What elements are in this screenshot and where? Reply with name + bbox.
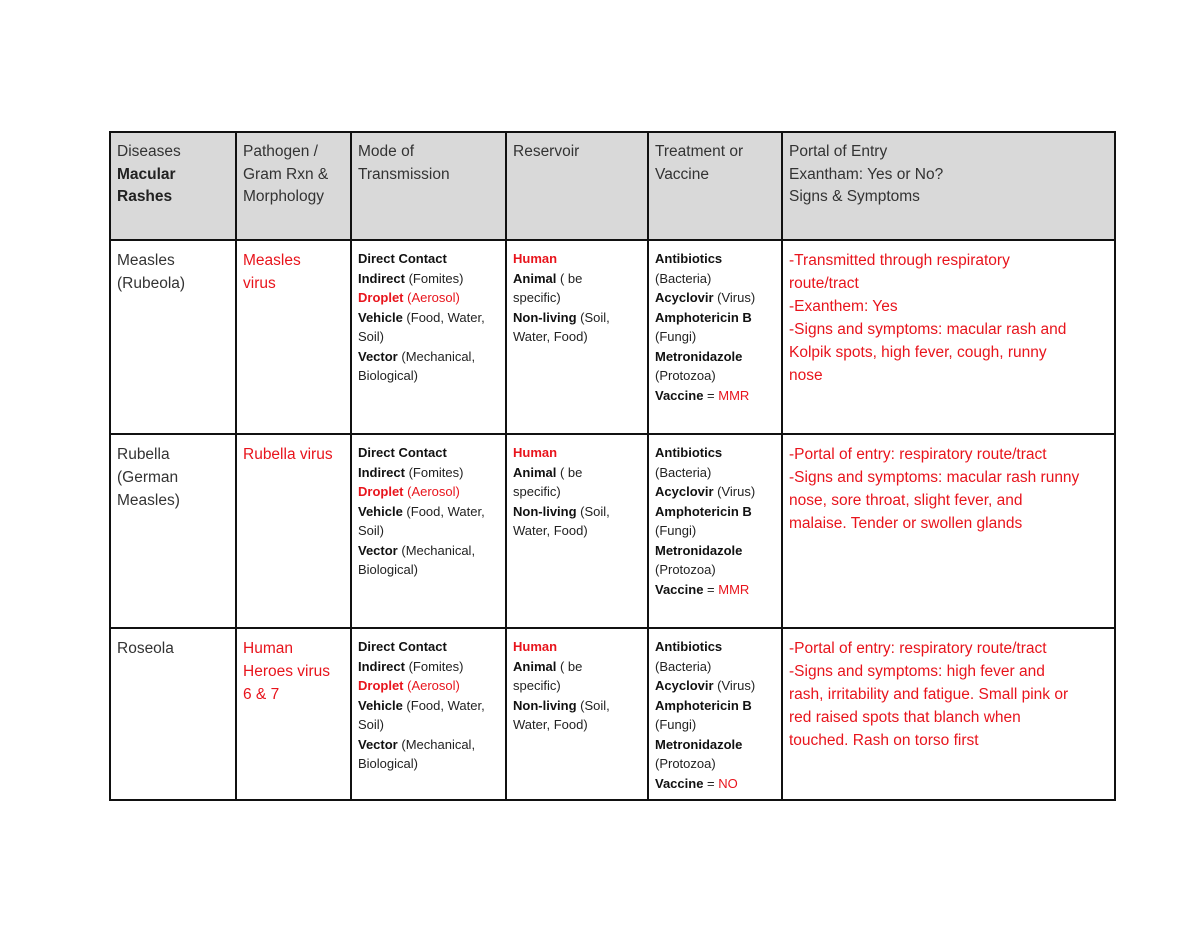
- header-rashes-label: Rashes: [117, 188, 173, 205]
- reservoir-animal-detail: ( be: [556, 464, 583, 480]
- reservoir-nonliving-detail: (Soil,: [576, 697, 610, 713]
- treatment-antibiotics: Antibiotics: [655, 445, 723, 460]
- header-mode: [351, 132, 506, 240]
- treatment-cell: [648, 628, 782, 800]
- mode-vector-detail: (Mechanical,: [397, 348, 476, 364]
- header-pathogen: [236, 132, 351, 240]
- portal-line: touched. Rash on torso first: [789, 732, 979, 749]
- treatment-antibiotics-detail: (Bacteria): [655, 270, 712, 286]
- header-pathogen-line: Pathogen /: [243, 143, 318, 160]
- portal-cell: [782, 628, 1115, 800]
- mode-droplet: Droplet: [358, 290, 404, 305]
- table-row: [110, 240, 1115, 434]
- mode-vehicle-detail: Soil): [358, 523, 385, 538]
- pathogen-cell: [236, 434, 351, 628]
- treatment-metronidazole-detail: (Protozoa): [655, 756, 716, 771]
- mode-droplet-detail: (Aerosol): [403, 484, 460, 499]
- mode-direct-contact: Direct Contact: [358, 639, 447, 654]
- disease-cell: [110, 434, 236, 628]
- treatment-metronidazole: Metronidazole: [655, 542, 743, 558]
- header-pathogen-line: Gram Rxn &: [243, 165, 329, 183]
- reservoir-cell: [506, 434, 648, 628]
- reservoir-animal-detail: ( be: [556, 658, 583, 674]
- mode-vehicle: Vehicle: [358, 309, 403, 325]
- mode-vector-detail: Biological): [358, 562, 418, 577]
- pathogen-name: Rubella virus: [243, 446, 333, 463]
- portal-line: -Exanthem: Yes: [789, 298, 898, 315]
- disease-name: Roseola: [117, 640, 174, 657]
- reservoir-animal-detail: ( be: [556, 270, 583, 286]
- reservoir-nonliving-detail: (Soil,: [576, 503, 610, 519]
- mode-vehicle-detail: Soil): [358, 717, 385, 732]
- mode-vector-detail: (Mechanical,: [397, 736, 476, 752]
- mode-cell: [351, 434, 506, 628]
- header-portal-line: Signs & Symptoms: [789, 188, 920, 205]
- mode-indirect-detail: (Fomites): [404, 270, 464, 286]
- pathogen-cell: [236, 628, 351, 800]
- treatment-cell: [648, 434, 782, 628]
- treatment-metronidazole-detail: (Protozoa): [655, 562, 716, 577]
- reservoir-human: Human: [513, 445, 558, 460]
- treatment-amphotericin-detail: (Fungi): [655, 523, 697, 538]
- mode-indirect-detail: (Fomites): [404, 658, 464, 674]
- treatment-vaccine: Vaccine: [655, 387, 704, 403]
- reservoir-animal-detail: specific): [513, 290, 561, 305]
- mode-vehicle-detail: (Food, Water,: [402, 503, 485, 519]
- header-treatment-line: Treatment or: [655, 143, 744, 160]
- treatment-antibiotics-detail: (Bacteria): [655, 658, 712, 674]
- mode-indirect: Indirect: [358, 270, 405, 286]
- mode-indirect: Indirect: [358, 658, 405, 674]
- portal-line: nose: [789, 367, 823, 384]
- treatment-acyclovir-detail: (Virus): [713, 484, 756, 499]
- treatment-acyclovir: Acyclovir: [655, 678, 714, 693]
- mode-vehicle-detail: Soil): [358, 329, 385, 344]
- pathogen-name: Measles: [243, 252, 301, 269]
- vaccine-value: NO: [718, 775, 738, 791]
- header-reservoir-label: Reservoir: [513, 143, 580, 160]
- portal-line: route/tract: [789, 275, 859, 292]
- reservoir-animal-detail: specific): [513, 678, 561, 693]
- mode-droplet: Droplet: [358, 484, 404, 499]
- mode-droplet-detail: (Aerosol): [403, 290, 460, 305]
- mode-vehicle: Vehicle: [358, 503, 403, 519]
- treatment-amphotericin-detail: (Fungi): [655, 717, 697, 732]
- header-diseases-label: Diseases: [117, 143, 181, 160]
- reservoir-nonliving-detail: Water, Food): [513, 523, 588, 538]
- portal-line: red raised spots that blanch when: [789, 709, 1021, 726]
- mode-droplet-detail: (Aerosol): [403, 678, 460, 693]
- header-portal-line: Portal of Entry: [789, 143, 888, 160]
- reservoir-human: Human: [513, 639, 558, 654]
- header-mode-line: Transmission: [358, 165, 450, 183]
- portal-line: -Signs and symptoms: macular rash runny: [789, 469, 1080, 486]
- treatment-metronidazole-detail: (Protozoa): [655, 368, 716, 383]
- disease-cell: [110, 628, 236, 800]
- mode-direct-contact: Direct Contact: [358, 251, 447, 266]
- treatment-acyclovir-detail: (Virus): [713, 678, 756, 693]
- mode-cell: [351, 628, 506, 800]
- table-row: [110, 628, 1115, 800]
- disease-name: Measles: [117, 252, 175, 269]
- disease-name: (Rubeola): [117, 275, 186, 292]
- disease-name: Rubella: [117, 446, 170, 463]
- header-treatment-line: Vaccine: [655, 165, 709, 183]
- portal-line: -Portal of entry: respiratory route/tract: [789, 640, 1047, 657]
- treatment-antibiotics: Antibiotics: [655, 251, 723, 266]
- mode-vehicle-detail: (Food, Water,: [402, 697, 485, 713]
- portal-line: -Portal of entry: respiratory route/tract: [789, 446, 1047, 463]
- reservoir-nonliving: Non-living: [513, 697, 577, 713]
- reservoir-nonliving-detail: Water, Food): [513, 717, 588, 732]
- portal-cell: [782, 240, 1115, 434]
- treatment-vaccine-eq: =: [703, 387, 719, 403]
- table-row: [110, 434, 1115, 628]
- disease-cell: [110, 240, 236, 434]
- treatment-vaccine-eq: =: [703, 775, 719, 791]
- treatment-metronidazole: Metronidazole: [655, 736, 743, 752]
- mode-vector-detail: (Mechanical,: [397, 542, 476, 558]
- header-portal-line: Exantham: Yes or No?: [789, 165, 944, 183]
- mode-cell: [351, 240, 506, 434]
- pathogen-name: Heroes virus: [243, 663, 330, 680]
- header-row: [110, 132, 1115, 240]
- reservoir-nonliving: Non-living: [513, 309, 577, 325]
- pathogen-cell: [236, 240, 351, 434]
- portal-line: -Signs and symptoms: macular rash and: [789, 321, 1067, 338]
- mode-vehicle: Vehicle: [358, 697, 403, 713]
- portal-line: -Signs and symptoms: high fever and: [789, 663, 1045, 680]
- macular-rashes-table: [109, 131, 1116, 801]
- portal-line: -Transmitted through respiratory: [789, 252, 1010, 269]
- mode-vector-detail: Biological): [358, 756, 418, 771]
- reservoir-nonliving: Non-living: [513, 503, 577, 519]
- treatment-acyclovir-detail: (Virus): [713, 290, 756, 305]
- treatment-cell: [648, 240, 782, 434]
- treatment-acyclovir: Acyclovir: [655, 484, 714, 499]
- mode-direct-contact: Direct Contact: [358, 445, 447, 460]
- header-pathogen-line: Morphology: [243, 188, 324, 205]
- mode-vector: Vector: [358, 348, 398, 364]
- vaccine-value: MMR: [718, 581, 750, 597]
- header-portal: [782, 132, 1115, 240]
- mode-vector: Vector: [358, 736, 398, 752]
- treatment-metronidazole: Metronidazole: [655, 348, 743, 364]
- reservoir-nonliving-detail: (Soil,: [576, 309, 610, 325]
- reservoir-human: Human: [513, 251, 558, 266]
- reservoir-cell: [506, 240, 648, 434]
- header-treatment: [648, 132, 782, 240]
- treatment-antibiotics: Antibiotics: [655, 639, 723, 654]
- treatment-antibiotics-detail: (Bacteria): [655, 464, 712, 480]
- disease-name: Measles): [117, 492, 180, 509]
- reservoir-animal: Animal: [513, 464, 557, 480]
- reservoir-animal: Animal: [513, 658, 557, 674]
- treatment-amphotericin-detail: (Fungi): [655, 329, 697, 344]
- header-diseases: [110, 132, 236, 240]
- portal-line: malaise. Tender or swollen glands: [789, 515, 1023, 532]
- header-macular-label: Macular: [117, 165, 176, 183]
- portal-line: rash, irritability and fatigue. Small pink or: [789, 686, 1069, 703]
- treatment-amphotericin: Amphotericin B: [655, 697, 752, 713]
- treatment-vaccine-eq: =: [703, 581, 719, 597]
- treatment-amphotericin: Amphotericin B: [655, 503, 752, 519]
- treatment-vaccine: Vaccine: [655, 581, 704, 597]
- pathogen-name: Human: [243, 640, 293, 657]
- mode-indirect: Indirect: [358, 464, 405, 480]
- reservoir-animal: Animal: [513, 270, 557, 286]
- reservoir-animal-detail: specific): [513, 484, 561, 499]
- mode-vector-detail: Biological): [358, 368, 418, 383]
- treatment-vaccine: Vaccine: [655, 775, 704, 791]
- pathogen-name: 6 & 7: [243, 686, 280, 703]
- portal-line: nose, sore throat, slight fever, and: [789, 492, 1023, 509]
- portal-cell: [782, 434, 1115, 628]
- header-reservoir: [506, 132, 648, 240]
- treatment-acyclovir: Acyclovir: [655, 290, 714, 305]
- treatment-amphotericin: Amphotericin B: [655, 309, 752, 325]
- mode-vehicle-detail: (Food, Water,: [402, 309, 485, 325]
- reservoir-nonliving-detail: Water, Food): [513, 329, 588, 344]
- header-mode-line: Mode of: [358, 143, 415, 160]
- pathogen-name: virus: [243, 275, 276, 292]
- portal-line: Kolpik spots, high fever, cough, runny: [789, 344, 1047, 361]
- mode-droplet: Droplet: [358, 678, 404, 693]
- disease-name: (German: [117, 469, 179, 486]
- vaccine-value: MMR: [718, 387, 750, 403]
- mode-vector: Vector: [358, 542, 398, 558]
- reservoir-cell: [506, 628, 648, 800]
- mode-indirect-detail: (Fomites): [404, 464, 464, 480]
